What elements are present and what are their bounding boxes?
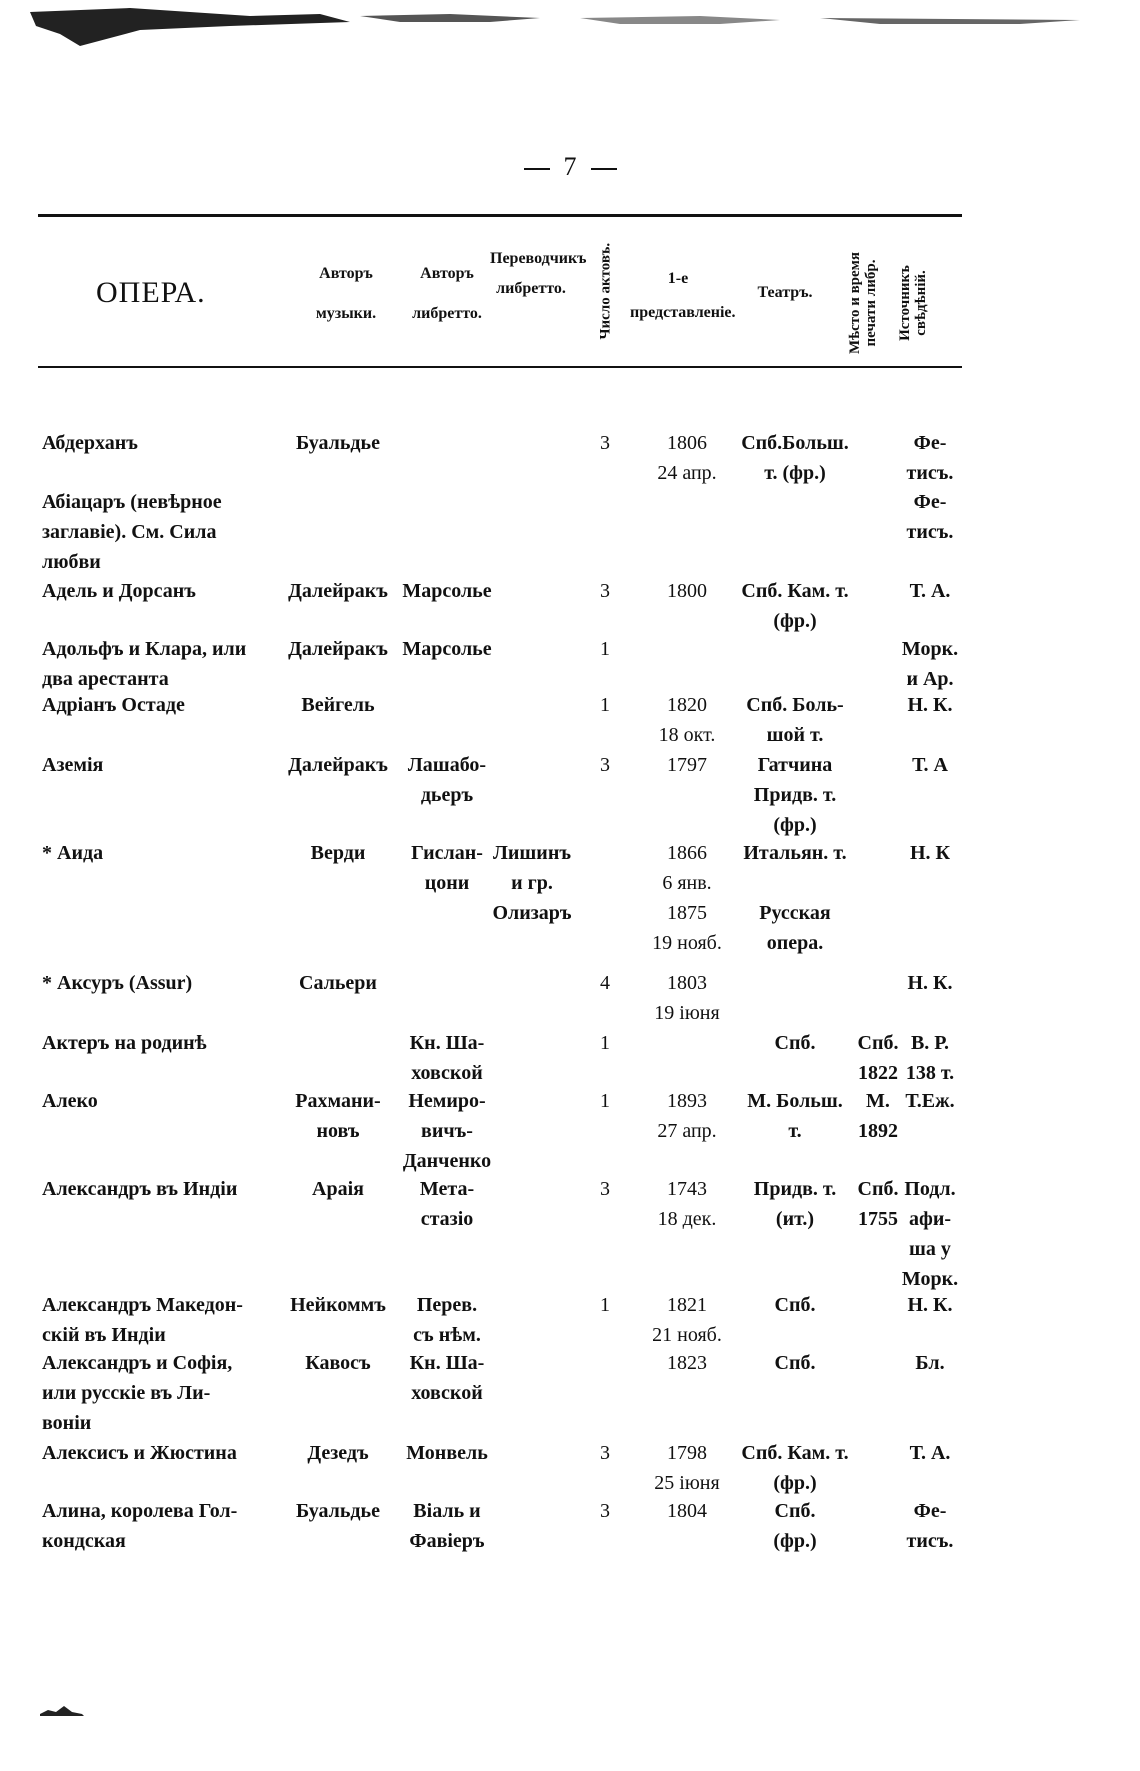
entry-title: Алеко: [42, 1090, 98, 1112]
entry-title: Адольфъ и Клара, или два арестанта: [42, 638, 247, 690]
entry-source: Т. А: [912, 754, 948, 776]
entry-date: 1797: [667, 754, 707, 776]
entry-source: Фе- тисъ.: [906, 432, 954, 484]
entry-author: Кн. Ша- ховской: [409, 1352, 485, 1404]
entry-source: Морк. и Ар.: [901, 638, 959, 690]
entry-composer: Сальери: [299, 972, 377, 994]
header-source: Источникъ свѣдѣній.: [897, 265, 929, 341]
entry-title: Адель и Дорсанъ: [42, 580, 196, 602]
entry-acts: 3: [600, 1178, 610, 1200]
scan-smudge: [20, 0, 1100, 50]
entry-title: * Аида: [42, 842, 104, 864]
entry-source: Фе- тисъ.: [906, 1500, 954, 1552]
header-acts: Число актовъ.: [597, 242, 614, 340]
entry-composer: Кавосъ: [305, 1352, 371, 1374]
entry-source: Н. К: [909, 842, 951, 864]
entry-source: Бл.: [915, 1352, 945, 1374]
entry-theatre: Спб. (фр.): [773, 1500, 817, 1552]
entry-acts: 3: [600, 432, 610, 454]
entry-author: Лашабо- дьеръ: [407, 754, 487, 806]
entry-composer: Араія: [312, 1178, 364, 1200]
entry-author: Віаль и Фавіеръ: [409, 1500, 485, 1552]
entry-composer: Дезедъ: [307, 1442, 369, 1464]
entry-title: Алексисъ и Жюстина: [42, 1442, 237, 1464]
entry-date: 1821 21 нояб.: [652, 1294, 722, 1346]
entry-title: Александръ и Софія, или русскіе въ Ли- воніи: [42, 1352, 233, 1434]
header-composer: Авторъ музыки.: [315, 265, 377, 322]
entry-author: Гислан- цони: [411, 842, 483, 894]
entry-theatre: М. Больш. т.: [747, 1090, 843, 1142]
entry-acts: 3: [600, 580, 610, 602]
entry-source: В. Р. 138 т.: [905, 1032, 955, 1084]
entry-author: Монвель: [406, 1442, 488, 1464]
entry-acts: 3: [600, 1442, 610, 1464]
entry-title: * Аксуръ (Assur): [42, 972, 193, 994]
entry-author: Немиро- вичъ- Данченко: [402, 1090, 492, 1172]
entry-theatre: Спб.Больш. т. (фр.): [741, 432, 849, 484]
entry-place: Спб. 1822: [857, 1032, 899, 1084]
entry-date: 1800: [667, 580, 707, 602]
entry-date: 1743 18 дек.: [657, 1178, 717, 1230]
entry-translator: Лишинъ и гр. Олизаръ: [492, 842, 572, 924]
entry-acts: 3: [600, 754, 610, 776]
entry-acts: 1: [600, 638, 610, 660]
entry-place: М. 1892: [858, 1090, 898, 1142]
entry-author: Кн. Ша- ховской: [409, 1032, 485, 1084]
entry-title: Абіацаръ (невѣрное заглавіе). См. Сила любви: [42, 491, 222, 573]
entry-author: Марсолье: [402, 580, 492, 602]
entry-author: Перев. съ нѣм.: [413, 1294, 481, 1346]
entry-composer: Далейракъ: [288, 580, 388, 602]
header-premiere: 1-е представленіе.: [630, 270, 736, 321]
entry-theatre: Итальян. т. Русская опера.: [743, 842, 847, 954]
entry-source: Т. А.: [909, 1442, 951, 1464]
entry-source: Т. А.: [909, 580, 951, 602]
entry-acts: 1: [600, 1090, 610, 1112]
entry-source: Фе- тисъ.: [906, 491, 954, 543]
entry-source: Подл. афи- ша у Морк.: [901, 1178, 959, 1290]
entry-source: Т.Еж.: [905, 1090, 955, 1112]
entry-date: 1823: [667, 1352, 707, 1374]
entry-acts: 1: [600, 1032, 610, 1054]
entry-theatre: Спб.: [774, 1352, 816, 1374]
footer-ink-mark: [38, 1702, 88, 1718]
entry-composer: Далейракъ: [288, 754, 388, 776]
entry-source: Н. К.: [907, 972, 953, 994]
entry-date: 1803 19 іюня: [654, 972, 720, 1024]
entry-title: Абдерханъ: [42, 432, 138, 454]
entry-source: Н. К.: [907, 694, 953, 716]
entry-date: 1804: [667, 1500, 707, 1522]
entry-composer: Рахмани- новъ: [295, 1090, 381, 1142]
entry-theatre: Спб. Боль- шой т.: [746, 694, 844, 746]
header-place-time: Мѣсто и время печати либр.: [847, 251, 879, 355]
entry-composer: Нейкоммъ: [290, 1294, 386, 1316]
entry-date: 1806 24 апр.: [657, 432, 717, 484]
header-rule-bottom: [38, 366, 962, 368]
entry-composer: Буальдье: [295, 432, 380, 454]
entry-title: Александръ въ Индіи: [42, 1178, 238, 1200]
entry-acts: 1: [600, 1294, 610, 1316]
entry-title: Алина, королева Гол- кондская: [42, 1500, 238, 1552]
header-rule-top: [38, 214, 962, 217]
page-number: 7: [0, 152, 1140, 182]
entry-acts: 1: [600, 694, 610, 716]
header-translator: Переводчикъ либретто.: [490, 250, 587, 297]
entry-author: Марсолье: [402, 638, 492, 660]
entry-acts: 4: [600, 972, 610, 994]
entry-date: 1820 18 окт.: [658, 694, 716, 746]
entry-composer: Далейракъ: [288, 638, 388, 660]
entry-composer: Вейгель: [301, 694, 375, 716]
header-theatre: Театръ.: [757, 284, 813, 301]
entry-title: Александръ Македон- скій въ Индіи: [42, 1294, 243, 1346]
entry-composer: Буальдье: [295, 1500, 380, 1522]
entry-title: Актеръ на родинѣ: [42, 1032, 207, 1054]
entry-theatre: Спб.: [774, 1294, 816, 1316]
entry-date: 1893 27 апр.: [657, 1090, 717, 1142]
header-opera: ОПЕРА.: [96, 276, 206, 309]
header-librettist: Авторъ либретто.: [412, 265, 482, 322]
entry-title: Адріанъ Остаде: [42, 694, 185, 716]
entry-theatre: Придв. т. (ит.): [753, 1178, 837, 1230]
entry-date: 1866 6 янв. 1875 19 нояб.: [652, 842, 722, 954]
entry-source: Н. К.: [907, 1294, 953, 1316]
entry-theatre: Спб.: [774, 1032, 816, 1054]
entry-date: 1798 25 іюня: [654, 1442, 720, 1494]
entry-theatre: Спб. Кам. т. (фр.): [741, 1442, 849, 1494]
entry-theatre: Гатчина Придв. т. (фр.): [753, 754, 837, 836]
entry-theatre: Спб. Кам. т. (фр.): [741, 580, 849, 632]
entry-place: Спб. 1755: [857, 1178, 899, 1230]
entry-title: Аземія: [42, 754, 104, 776]
entry-acts: 3: [600, 1500, 610, 1522]
entry-author: Мета- стазіо: [419, 1178, 475, 1230]
entry-composer: Верди: [310, 842, 366, 864]
